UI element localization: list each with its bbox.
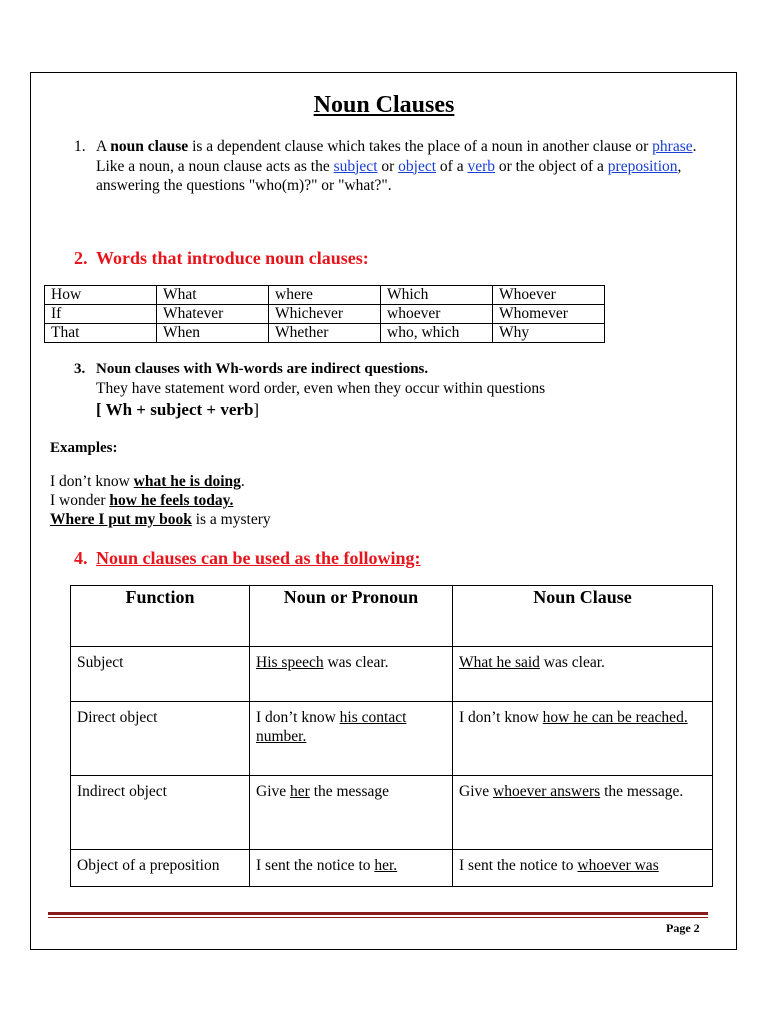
table-row: Subject His speech was clear. What he said was clear. — [71, 647, 713, 702]
link-subject[interactable]: subject — [333, 157, 378, 175]
section-heading-indirect-questions: 3. Noun clauses with Wh-words are indirect questions. — [74, 361, 429, 377]
example-line: I wonder how he feels today. — [50, 492, 234, 509]
introducer-words-table — [44, 285, 605, 343]
table-row: Indirect object Give her the message Give whoever answers the message. — [71, 776, 713, 850]
link-phrase[interactable]: phrase — [652, 138, 693, 155]
table-row: Object of a preposition I sent the notice to her. I sent the notice to whoever was — [71, 850, 713, 887]
section-heading-uses: 4. Noun clauses can be used as the following: — [74, 548, 421, 568]
term-noun-clause: noun clause — [110, 138, 189, 155]
example-line: I don’t know what he is doing. — [50, 473, 245, 490]
definition-paragraph: 1. A noun clause is a dependent clause which takes the place of a noun in another clause or phrase. Like a noun, a noun clause acts as the subject or object of a verb or the object of a preposition, answering the questions "who(m)?" or "what?". — [74, 138, 697, 194]
link-object[interactable]: object — [398, 157, 437, 175]
example-line: Where I put my book is a mystery — [50, 511, 271, 528]
table-row: Direct object I don’t know his contact number. I don’t know how he can be reached. — [71, 702, 713, 776]
table-header-row: Function Noun or Pronoun Noun Clause — [71, 586, 713, 647]
footer-rule — [48, 912, 708, 915]
list-number: 1. — [74, 138, 86, 155]
table-row: How What where Which Whoever — [45, 286, 605, 305]
page-number: Page 2 — [666, 921, 700, 935]
section-heading-introducers: 2. Words that introduce noun clauses: — [74, 248, 369, 268]
link-verb[interactable]: verb — [467, 157, 496, 175]
table-row: That When Whether who, which Why — [45, 324, 605, 343]
word-order-note: They have statement word order, even when they occur within questions — [96, 380, 546, 397]
link-preposition[interactable]: preposition — [607, 157, 678, 175]
page-title: Noun Clauses — [313, 92, 455, 118]
table-row: If Whatever Whichever whoever Whomever — [45, 305, 605, 324]
footer-rule-thin — [48, 917, 708, 918]
examples-label: Examples: — [50, 440, 118, 456]
formula: [ Wh + subject + verb] — [96, 400, 260, 419]
functions-table — [70, 585, 713, 887]
